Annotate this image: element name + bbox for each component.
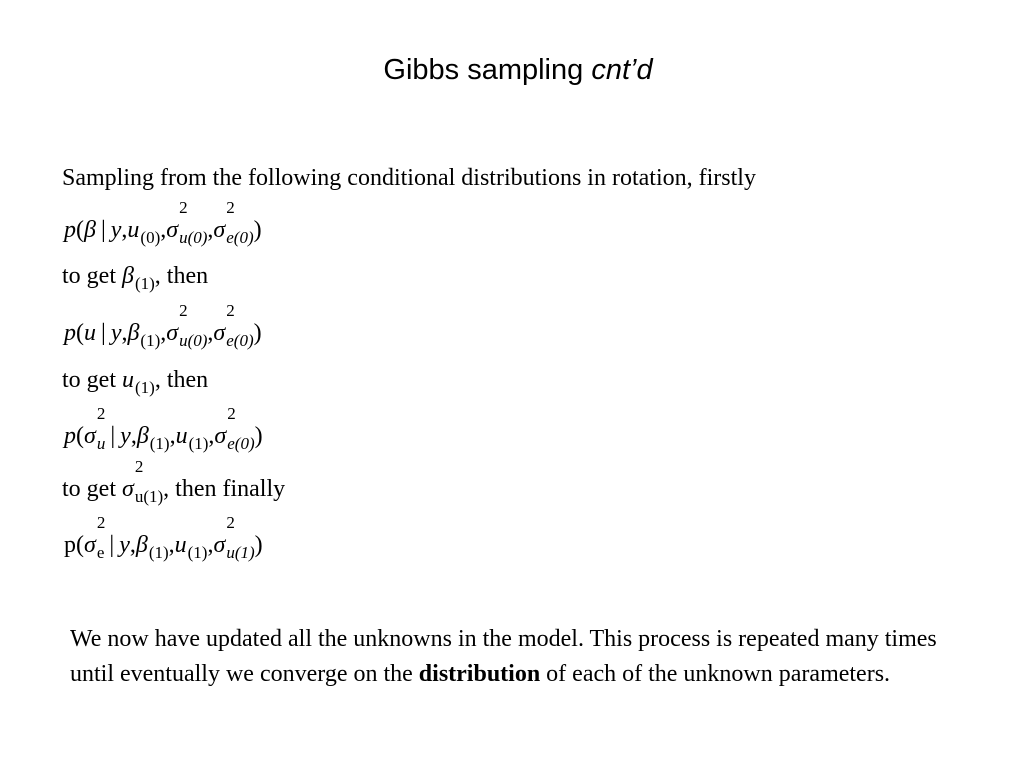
step-get-sigma-u: to get σ 2 u(1), then finally [62, 457, 286, 506]
step-get-beta: to get β(1), then [62, 263, 209, 293]
title-main: Gibbs sampling [383, 54, 592, 86]
summary-paragraph: We now have updated all the unknowns in the model. This process is repeated many times until eventually we converge on the distribution of each of the unknown parameters. [70, 626, 937, 687]
equation-u-conditional: p(u | y,β(1),σ 2 u(0),σ 2 e(0)) [64, 301, 262, 350]
intro-text: Sampling from the following conditional distributions in rotation, firstly [62, 165, 756, 191]
slide-title [0, 52, 1024, 88]
emphasis-distribution: distribution [418, 661, 541, 687]
step-get-u: to get u(1), then [62, 367, 209, 397]
title-italic: cnt’d [591, 54, 653, 86]
equation-sigma-e-conditional: p(σ 2 e | y,β(1),u(1),σ 2 u(1)) [64, 513, 263, 562]
equation-sigma-u-conditional: p(σ 2 u | y,β(1),u(1),σ 2 e(0)) [64, 404, 263, 453]
equation-beta-conditional: p(β | y,u(0),σ 2 u(0),σ 2 e(0)) [64, 198, 262, 247]
